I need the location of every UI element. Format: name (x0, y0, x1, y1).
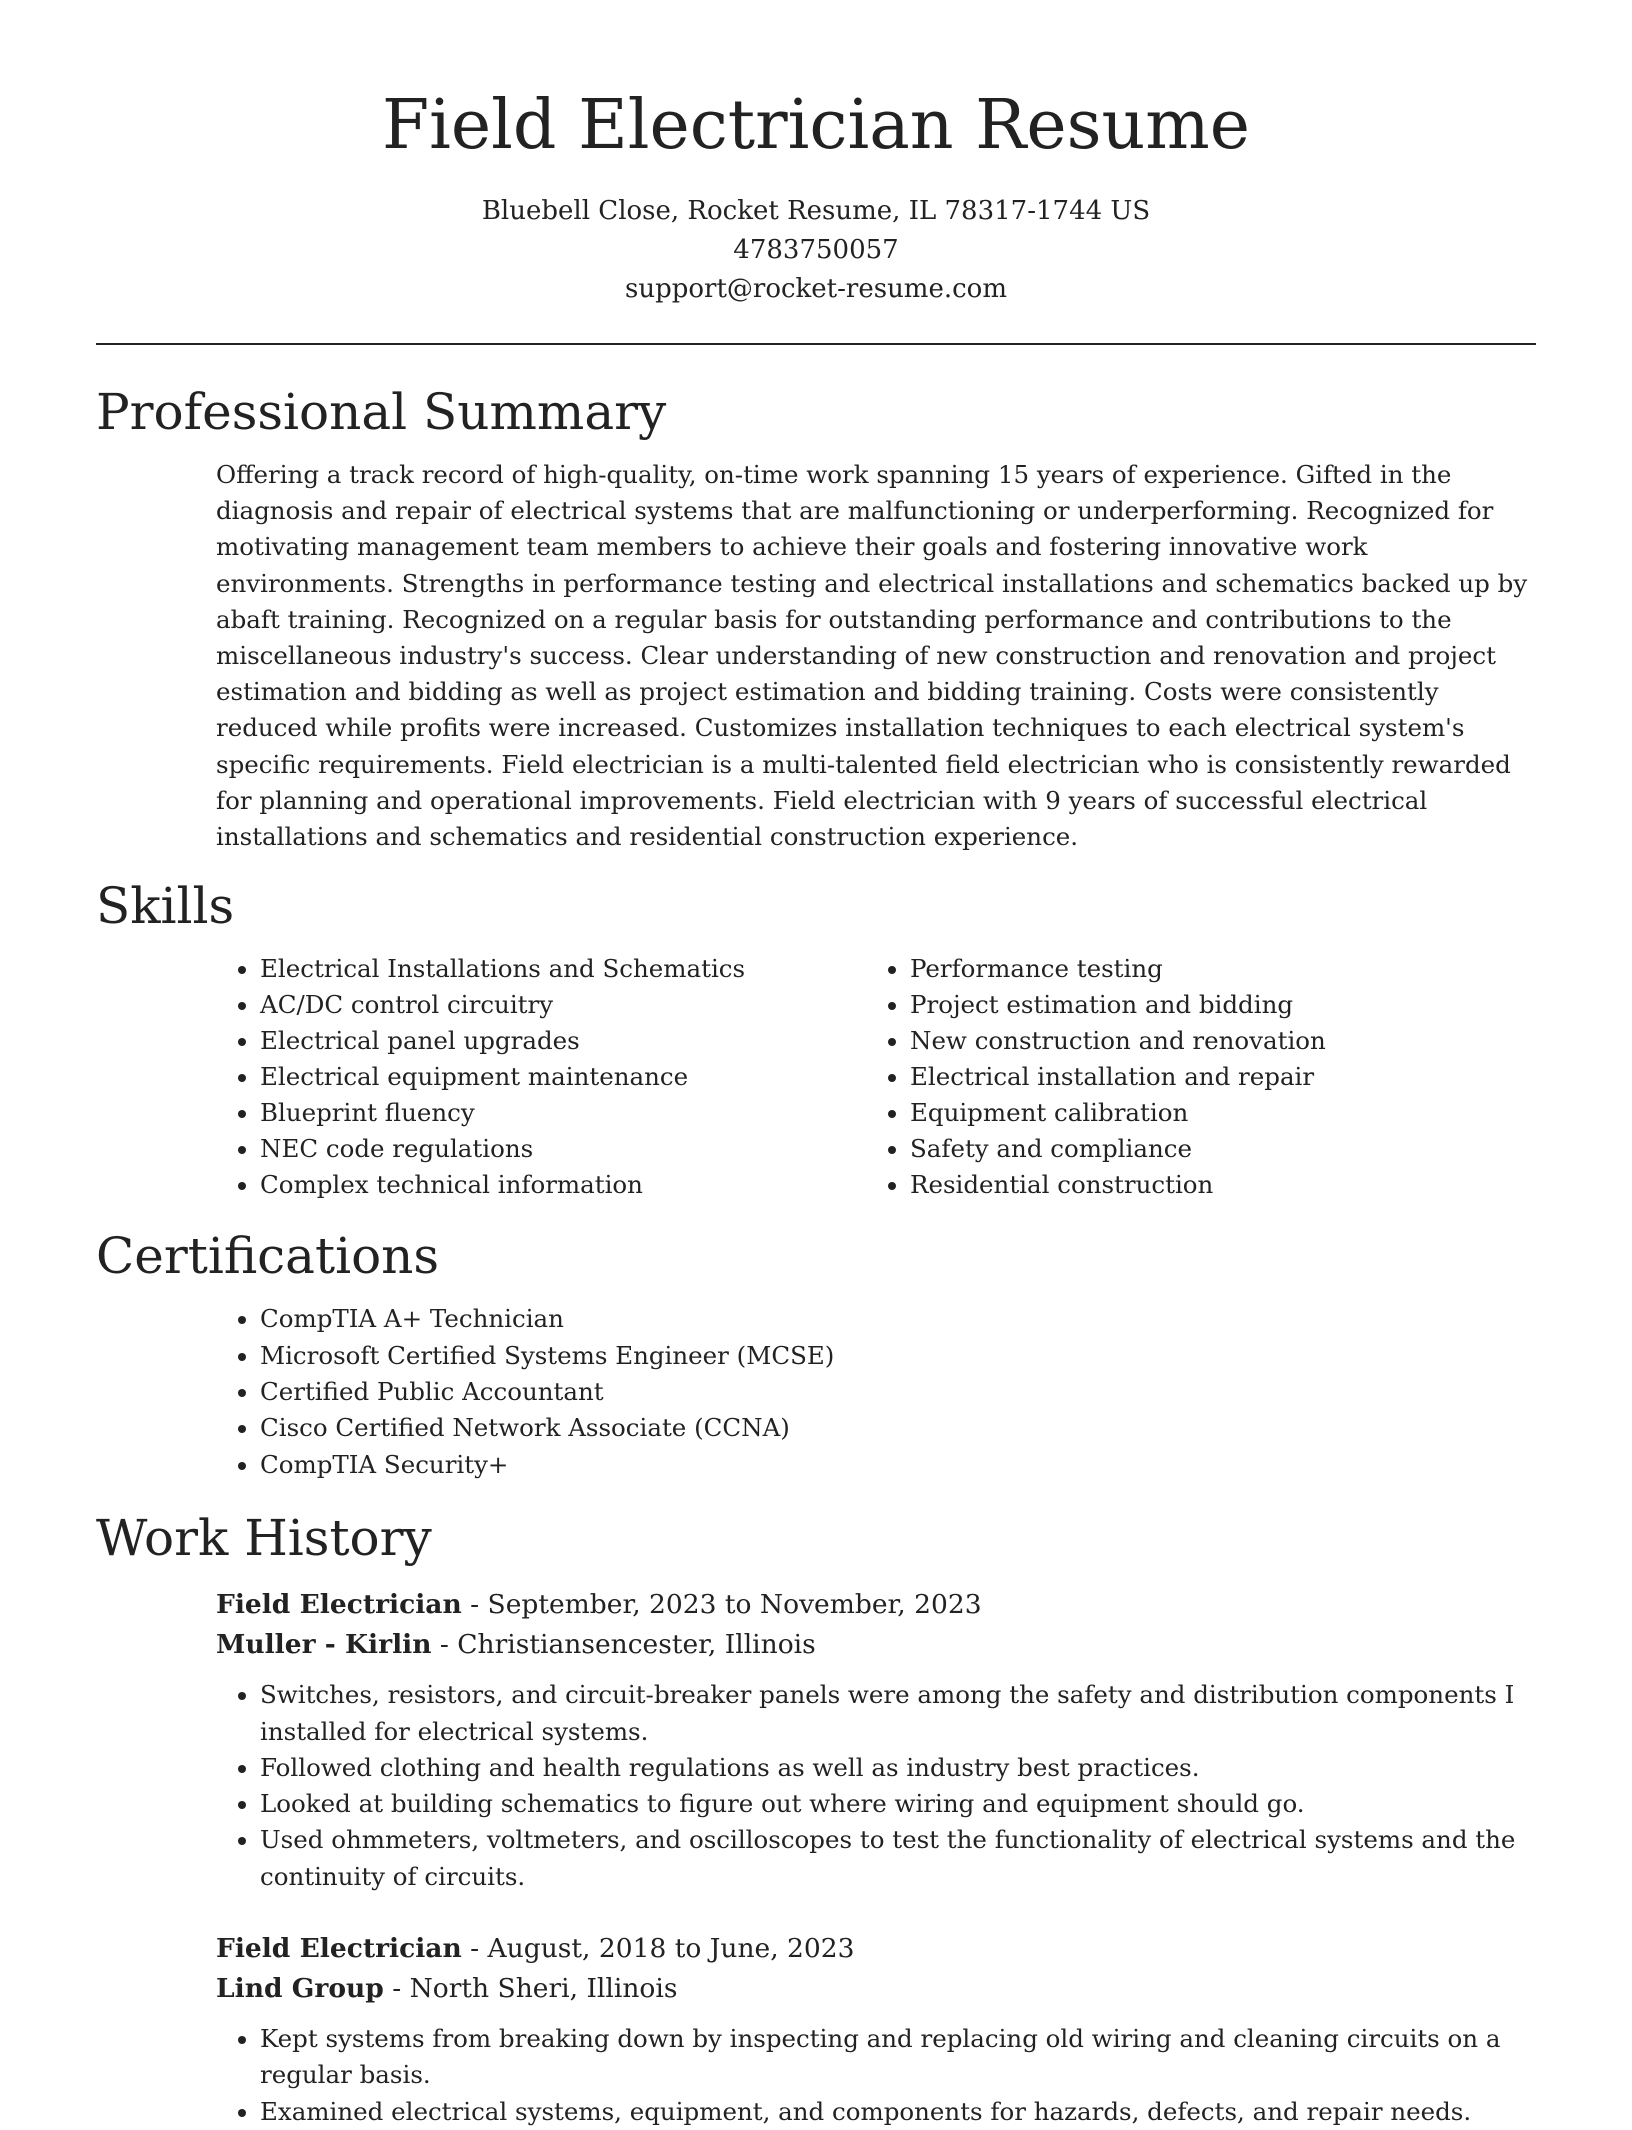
skill-item: • Electrical installation and repair (910, 1059, 1426, 1095)
skills-column-right (866, 951, 1426, 1203)
certification-item: • CompTIA A+ Technician (260, 1301, 1536, 1337)
job-company-line (216, 1625, 1536, 1665)
resume-title: Field Electrician Resume (382, 86, 1250, 165)
job-dates: - August, 2018 to June, 2023 (461, 1933, 855, 1965)
skills-column-left (216, 951, 866, 1203)
skill-item: • Safety and compliance (910, 1131, 1426, 1167)
job-duty-item: • Followed clothing and health regulations as well as industry best practices. (260, 1750, 1536, 1786)
skill-item: • Electrical equipment maintenance (260, 1059, 866, 1095)
job-duty-item: • Looked at building schematics to figure out where wiring and equipment should go. (260, 1786, 1536, 1822)
skills-section (96, 951, 1536, 1203)
job-company-line (216, 1969, 1536, 2009)
job-title-line (216, 1585, 1536, 1625)
job-company: Lind Group (216, 1973, 384, 2005)
summary-text: Offering a track record of high-quality, on-time work spanning 15 years of experience. Gifted in the diagnosis and repair of electrical systems that are malfunctioning or underperforming. Recognized for motivating management team members to achieve their goals and fostering innovative work environments. Strengths in performance testing and electrical installations and schematics backed up by abaft training. Recognized on a regular basis for outstanding performance and contributions to the miscellaneous industry's success. Clear understanding of new construction and renovation and project estimation and bidding as well as project estimation and bidding training. Costs were consistently reduced while profits were increased. Customizes installation techniques to each electrical system's specific requirements. Field electrician is a multi-talented field electrician who is consistently rewarded for planning and operational improvements. Field electrician with 9 years of successful electrical installations and schematics and residential construction experience. (216, 460, 1528, 852)
skill-item: • Performance testing (910, 951, 1426, 987)
certification-item: • Cisco Certified Network Associate (CCNA) (260, 1410, 1536, 1446)
job-title-line (216, 1929, 1536, 1969)
job-title: Field Electrician (216, 1933, 462, 1965)
job-company: Muller - Kirlin (216, 1629, 432, 1661)
job-location: - Christiansencester, Illinois (431, 1629, 816, 1661)
summary-heading: Professional Summary (96, 383, 667, 441)
job-entry (96, 1929, 1536, 2130)
work-history-heading: Work History (96, 1509, 432, 1568)
resume-header (96, 0, 1536, 309)
skills-heading: Skills (96, 877, 235, 936)
certification-item: • CompTIA Security+ (260, 1447, 1536, 1483)
job-duty-item: • Kept systems from breaking down by inspecting and replacing old wiring and cleaning circuits on a regular basis. (260, 2021, 1536, 2094)
job-duties-list (216, 2021, 1536, 2130)
job-duties-list (216, 1677, 1536, 1895)
certification-item: • Certified Public Accountant (260, 1374, 1536, 1410)
job-duty-item: • Switches, resistors, and circuit-breaker panels were among the safety and distribution components I installed for electrical systems. (260, 1677, 1536, 1750)
job-duty-item: • Examined electrical systems, equipment, and components for hazards, defects, and repair needs. (260, 2094, 1536, 2130)
job-dates: - September, 2023 to November, 2023 (461, 1589, 982, 1621)
contact-block (96, 192, 1536, 309)
skill-item: • Project estimation and bidding (910, 987, 1426, 1023)
job-title: Field Electrician (216, 1589, 462, 1621)
contact-address: Bluebell Close, Rocket Resume, IL 78317-1744 US (481, 196, 1151, 226)
skill-item: • Electrical panel upgrades (260, 1023, 866, 1059)
contact-phone: 4783750057 (733, 235, 899, 265)
certifications-list (96, 1301, 1536, 1483)
skill-item: • Blueprint fluency (260, 1095, 866, 1131)
skill-item: • Complex technical information (260, 1167, 866, 1203)
skill-item: • Electrical Installations and Schematics (260, 951, 866, 987)
skill-item: • Equipment calibration (910, 1095, 1426, 1131)
certification-item: • Microsoft Certified Systems Engineer (MCSE) (260, 1338, 1536, 1374)
header-divider (96, 343, 1536, 345)
job-duty-item: • Used ohmmeters, voltmeters, and oscilloscopes to test the functionality of electrical systems and the continuity of circuits. (260, 1822, 1536, 1895)
skill-item: • New construction and renovation (910, 1023, 1426, 1059)
job-location: - North Sheri, Illinois (383, 1973, 678, 2005)
contact-email: support@rocket-resume.com (624, 274, 1007, 304)
skill-item: • Residential construction (910, 1167, 1426, 1203)
skill-item: • NEC code regulations (260, 1131, 866, 1167)
skill-item: • AC/DC control circuitry (260, 987, 866, 1023)
summary-section (96, 457, 1536, 855)
resume-page (96, 0, 1536, 2130)
certifications-heading: Certifications (96, 1227, 440, 1286)
job-entry (96, 1585, 1536, 1895)
